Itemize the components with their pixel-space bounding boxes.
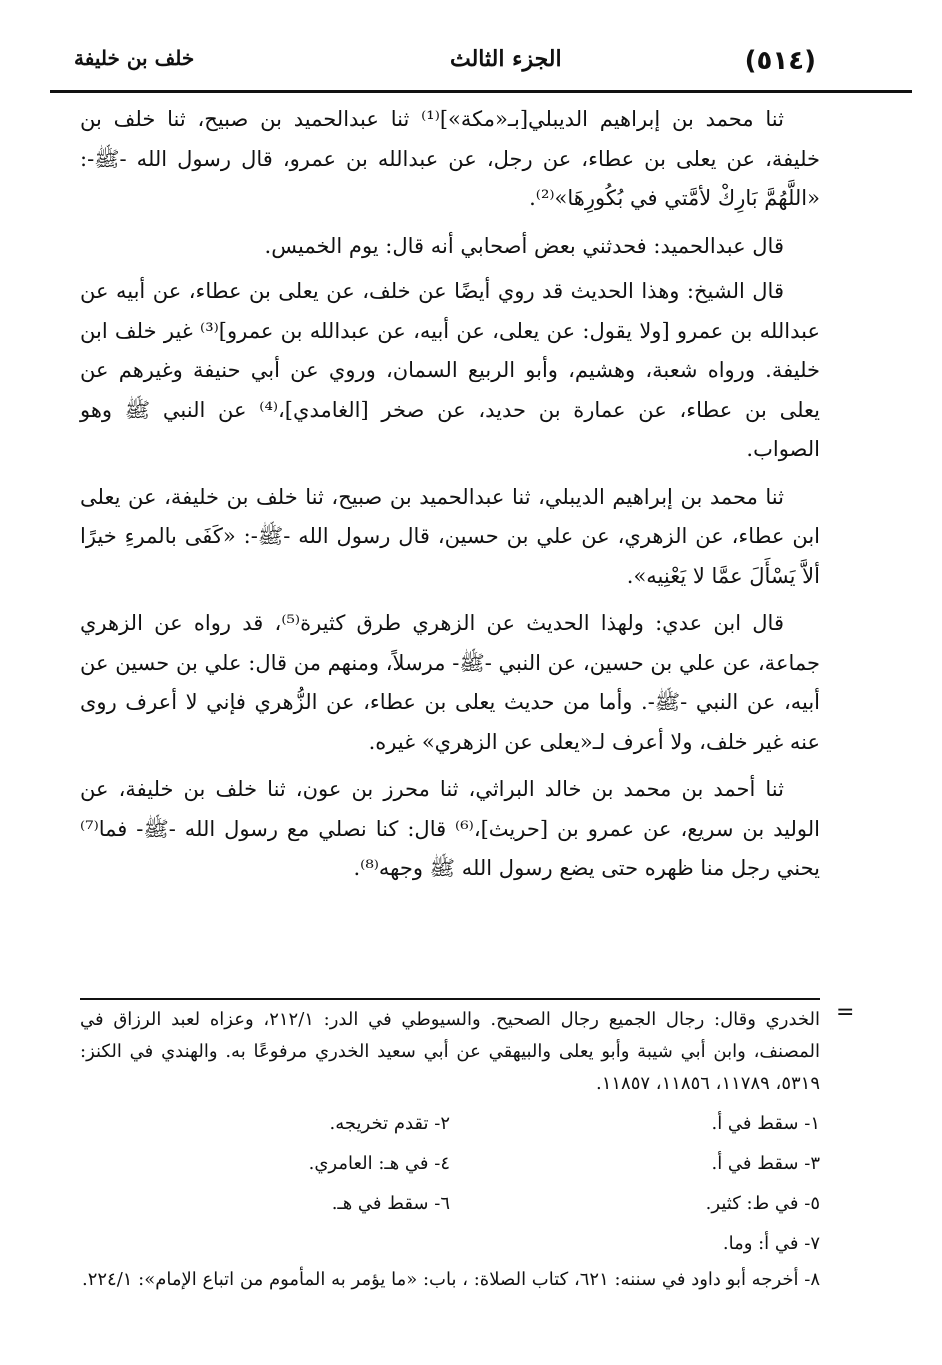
page-header xyxy=(50,40,912,93)
main-text xyxy=(80,100,820,897)
continuation-marker: = xyxy=(836,1000,855,1025)
footnote-1: ١- سقط في أ. xyxy=(711,1113,820,1134)
paragraph-2: قال عبدالحميد: فحدثني بعض أصحابي أنه قال: يوم الخميس. xyxy=(264,233,784,258)
footnote-separator xyxy=(80,998,820,1000)
page-number: (٥١٤) xyxy=(744,46,816,76)
footnote-2: ٢- تقدم تخريجه. xyxy=(329,1113,450,1134)
paragraph-4: ثنا محمد بن إبراهيم الديبلي، ثنا عبدالحميد بن صبيح، ثنا خلف بن خليفة، عن يعلى ابن عطاء، عن الزهري، عن علي بن حسين، قال رسول الله -ﷺ-: «كَفَى بالمرءِ خيرًا ألاَّ يَسْأَلَ عمَّا لا يَعْنِيه». xyxy=(80,484,820,588)
paragraph-1: ثنا محمد بن إبراهيم الديبلي[بـ«مكة»]⁽¹⁾ ثنا عبدالحميد بن صبيح، ثنا خلف بن خليفة، عن يعلى بن عطاء، عن رجل، عن عبدالله بن عمرو، قال رسول الله -ﷺ-: «اللَّهُمَّ بَارِكْ لأمَّتي في بُكُورِهَا»⁽²⁾. xyxy=(80,107,820,210)
footnotes xyxy=(80,1004,820,1314)
footnote-6: ٦- سقط في هـ. xyxy=(331,1193,450,1214)
footnote-8: ٨- أخرجه أبو داود في سننه: ٦٢١، كتاب الصلاة: ، باب: «ما يؤمر به المأموم من اتباع الإمام»: ٢٢٤/١. xyxy=(81,1269,820,1290)
footnote-4: ٤- في هـ: العامري. xyxy=(308,1153,450,1174)
paragraph-3: قال الشيخ: وهذا الحديث قد روي أيضًا عن خلف، عن يعلى بن عطاء، عن أبيه عن عبدالله بن عمرو [ولا يقول: عن يعلى، عن أبيه، عن عبدالله بن عمرو]⁽³⁾ غير خلف ابن خليفة. ورواه شعبة، وهشيم، وأبو الربيع السمان، وروي عن أبي حنيفة وغيرهم عن يعلى بن عطاء، عن عمارة بن حديد، عن صخر [الغامدي]،⁽⁴⁾ عن النبي ﷺ وهو الصواب. xyxy=(80,279,821,461)
footnote-7: ٧- في أ: وما. xyxy=(722,1233,820,1254)
book-title: خلف بن خليفة xyxy=(74,46,195,70)
volume-title: الجزء الثالث xyxy=(450,46,562,72)
footnote-3: ٣- سقط في أ. xyxy=(711,1153,820,1174)
footnote-grid xyxy=(80,1104,820,1264)
footnote-5: ٥- في ط: كثير. xyxy=(705,1193,820,1214)
footnote-continuation: الخدري وقال: رجال الجميع رجال الصحيح. والسيوطي في الدر: ٢١٢/١، وعزاه لعبد الرزاق في المصنف، وابن أبي شيبة وأبو يعلى والبيهقي عن أبي سعيد الخدري مرفوعًا به. والهندي في الكنز: ٥٣١٩، ١١٧٨٩، ١١٨٥٦، ١١٨٥٧. xyxy=(80,1009,820,1094)
paragraph-5: قال ابن عدي: ولهذا الحديث عن الزهري طرق كثيرة⁽⁵⁾، قد رواه عن الزهري جماعة، عن علي بن حسين، عن النبي -ﷺ- مرسلاً، ومنهم من قال: علي بن حسين عن أبيه، عن النبي -ﷺ-. وأما من حديث يعلى بن عطاء، عن الزُّهري فإني لا أعرف روى عنه غير خلف، ولا أعرف لـ«يعلى عن الزهري» غيره. xyxy=(80,611,820,754)
paragraph-6: ثنا أحمد بن محمد بن خالد البراثي، ثنا محرز بن عون، ثنا خلف بن خليفة، عن الوليد بن سريع، عن عمرو بن [حريث]،⁽⁶⁾ قال: كنا نصلي مع رسول الله -ﷺ- فما⁽⁷⁾ يحني رجل منا ظهره حتى يضع رسول الله ﷺ وجهه⁽⁸⁾. xyxy=(80,777,820,880)
